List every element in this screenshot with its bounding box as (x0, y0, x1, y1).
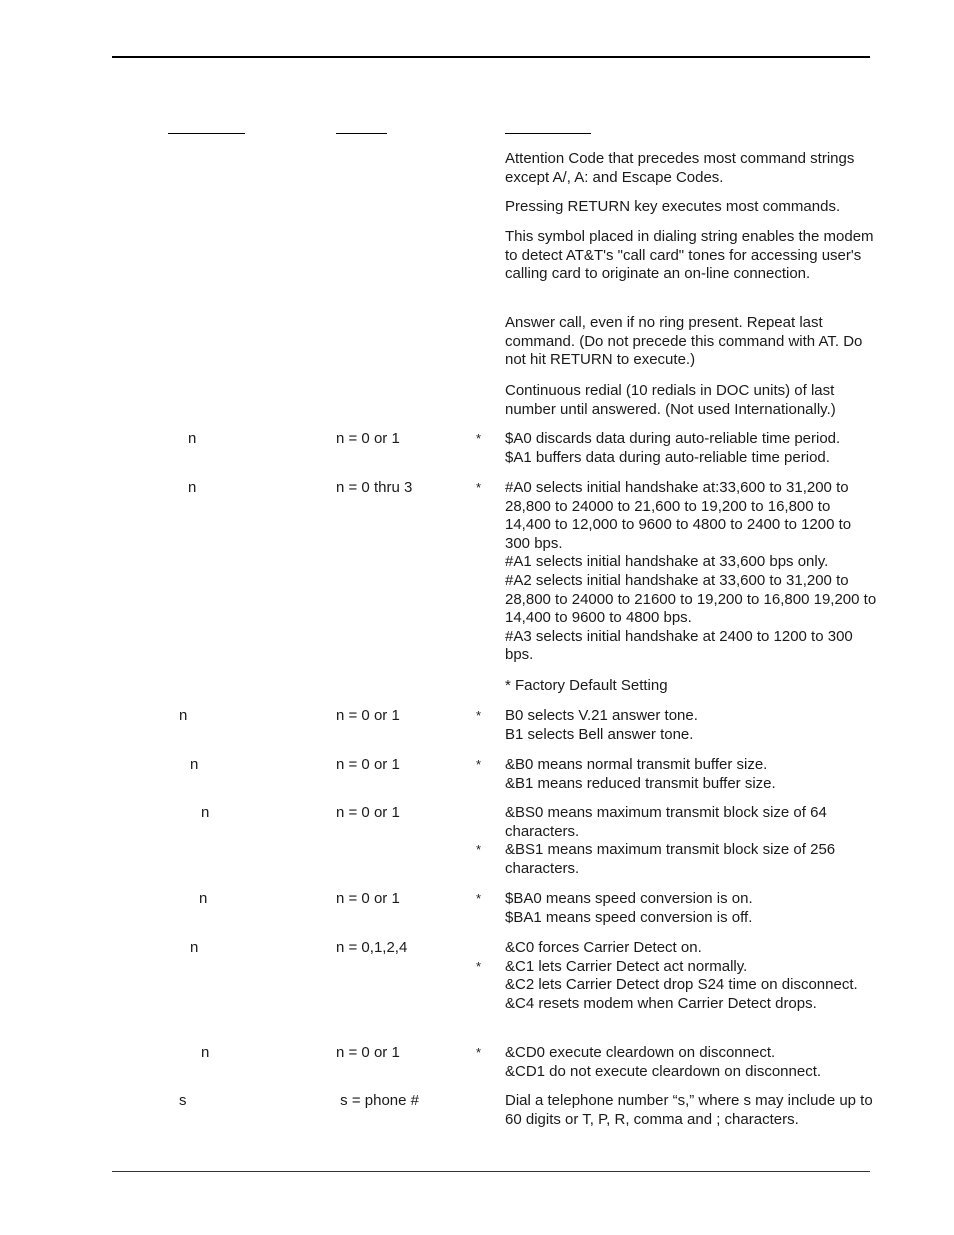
description-line: #A0 selects initial handshake at:33,600 to 31,200 to 28,800 to 24000 to 21,600 to 19,200 to 16,800 to 14,400 to 12,000 to 9600 to 4800 to 2400 to 1200 to 300 bps. (505, 479, 852, 552)
description-line: Continuous redial (10 redials in DOC units) of last number until answered. (Not used Internationally.) (505, 382, 836, 418)
default-marker: * (476, 842, 482, 857)
entry-description (505, 228, 877, 284)
entry-description (505, 382, 877, 419)
description-line: &B1 means reduced transmit buffer size. (505, 774, 776, 792)
description-line: &B0 means normal transmit buffer size. (505, 756, 768, 773)
entry-description (505, 150, 877, 187)
command-parameter: n (188, 479, 197, 496)
description-line: $BA1 means speed conversion is off. (505, 908, 753, 926)
description-line: Pressing RETURN key executes most commands. (505, 198, 841, 215)
command-parameter: n (179, 707, 188, 724)
page-top-rule (112, 56, 870, 58)
parameter-range: n = 0 or 1 (336, 890, 400, 907)
header-underline-description (505, 133, 591, 134)
parameter-range: n = 0,1,2,4 (336, 939, 408, 956)
parameter-range: n = 0 thru 3 (336, 479, 413, 496)
description-line: #A3 selects initial handshake at 2400 to 1200 to 300 bps. (505, 627, 853, 664)
description-line: &C1 lets Carrier Detect act normally. (505, 957, 748, 975)
entry-description (505, 890, 877, 927)
entry-description (505, 1044, 877, 1081)
entry-description (505, 198, 877, 217)
parameter-range: n = 0 or 1 (336, 707, 400, 724)
description-line: $A1 buffers data during auto-reliable time period. (505, 448, 830, 466)
description-line: $A0 discards data during auto-reliable time period. (505, 430, 841, 447)
default-marker: * (476, 480, 482, 495)
command-parameter: n (188, 430, 197, 447)
command-parameter: n (201, 1044, 210, 1061)
description-line: This symbol placed in dialing string enables the modem to detect AT&T's "call card" tones for accessing user's calling card to originate an on-line connection. (505, 228, 874, 283)
description-line: #A1 selects initial handshake at 33,600 bps only. (505, 553, 829, 571)
command-parameter: n (190, 756, 199, 773)
default-marker: * (476, 757, 482, 772)
description-line: &CD1 do not execute cleardown on disconnect. (505, 1062, 822, 1080)
description-line: Attention Code that precedes most command strings except A/, A: and Escape Codes. (505, 150, 855, 186)
entry-description (505, 707, 877, 744)
default-marker: * (476, 1045, 482, 1060)
description-line: &BS1 means maximum transmit block size of 256 characters. (505, 841, 836, 877)
description-line: $BA0 means speed conversion is on. (505, 890, 753, 907)
description-line: B0 selects V.21 answer tone. (505, 707, 698, 724)
entry-description (505, 677, 877, 696)
command-parameter: n (201, 804, 210, 821)
default-marker: * (476, 431, 482, 446)
description-line: &BS0 means maximum transmit block size of 64 characters. (505, 804, 827, 840)
page-bottom-rule (112, 1171, 870, 1172)
description-line: &C2 lets Carrier Detect drop S24 time on disconnect. (505, 976, 858, 994)
command-parameter: s (179, 1092, 187, 1109)
parameter-range: n = 0 or 1 (336, 804, 400, 821)
parameter-range: n = 0 or 1 (336, 430, 400, 447)
entry-description (505, 479, 877, 665)
entry-description (505, 804, 877, 878)
description-line: Dial a telephone number “s,” where s may include up to 60 digits or T, P, R, comma and ; characters. (505, 1092, 873, 1128)
description-line: #A2 selects initial handshake at 33,600 to 31,200 to 28,800 to 24000 to 21600 to 19,200 to 16,800 19,200 to 14,400 to 9600 to 4800 bps. (505, 571, 877, 627)
default-marker: * (476, 708, 482, 723)
default-marker: * (476, 959, 482, 974)
entry-description (505, 1092, 877, 1129)
entry-description (505, 430, 877, 467)
header-underline-value (336, 133, 387, 134)
command-parameter: n (199, 890, 208, 907)
description-line: &CD0 execute cleardown on disconnect. (505, 1044, 776, 1061)
description-line: &C4 resets modem when Carrier Detect drops. (505, 994, 817, 1012)
parameter-range: n = 0 or 1 (336, 1044, 400, 1061)
entry-description (505, 314, 877, 370)
description-line: &C0 forces Carrier Detect on. (505, 939, 702, 956)
entry-description (505, 756, 877, 793)
parameter-range: n = 0 or 1 (336, 756, 400, 773)
parameter-range: s = phone # (336, 1092, 419, 1109)
description-line: Answer call, even if no ring present. Repeat last command. (Do not precede this command with AT. Do not hit RETURN to execute.) (505, 314, 863, 369)
description-line: * Factory Default Setting (505, 677, 668, 694)
description-line: B1 selects Bell answer tone. (505, 725, 694, 743)
command-parameter: n (190, 939, 199, 956)
header-underline-command (168, 133, 245, 134)
default-marker: * (476, 891, 482, 906)
entry-description (505, 939, 877, 1013)
